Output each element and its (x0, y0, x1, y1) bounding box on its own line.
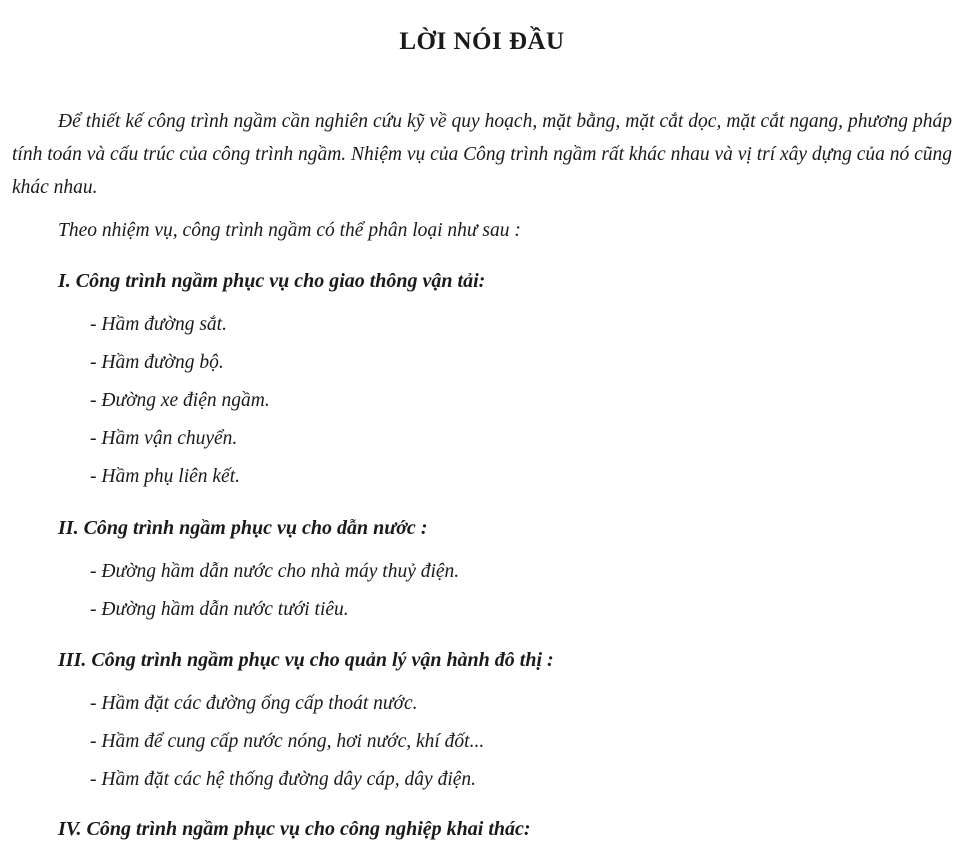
section-heading-urban: III. Công trình ngầm phục vụ cho quản lý vận hành đô thị : (58, 649, 554, 671)
list-item: - Hầm đường sắt. (90, 314, 227, 335)
list-item: - Hầm đặt các hệ thống đường dây cáp, dây điện. (90, 769, 477, 790)
list-item: - Đường xe điện ngầm. (90, 390, 270, 411)
section-heading-transport: I. Công trình ngầm phục vụ cho giao thông vận tải: (58, 270, 486, 292)
list-item: - Đường hầm dẫn nước cho nhà máy thuỷ điện. (90, 561, 460, 582)
list-item: - Đường hầm dẫn nước tưới tiêu. (90, 599, 349, 620)
section-heading-mining: IV. Công trình ngầm phục vụ cho công nghiệp khai thác: (58, 818, 531, 840)
classification-intro: Theo nhiệm vụ, công trình ngầm có thể phân loại như sau : (58, 220, 521, 241)
list-item: - Hầm đặt các đường ống cấp thoát nước. (90, 693, 418, 714)
section-heading-water: II. Công trình ngầm phục vụ cho dẫn nước : (58, 517, 428, 539)
list-item: - Hầm để cung cấp nước nóng, hơi nước, khí đốt... (90, 731, 485, 752)
list-item: - Hầm vận chuyển. (90, 428, 238, 449)
list-item: - Hầm đường bộ. (90, 352, 224, 373)
list-item: - Hầm phụ liên kết. (90, 466, 241, 487)
intro-paragraph: Để thiết kế công trình ngầm cần nghiên cứu kỹ về quy hoạch, mặt bằng, mặt cắt dọc, mặt cắt ngang, phương pháp tính toán và cấu trúc của công trình ngầm. Nhiệm vụ của Công trình ngầm rất khác nhau và vị trí xây dựng của nó cũng khác nhau. (12, 111, 952, 198)
page-title: LỜI NÓI ĐẦU (399, 28, 565, 55)
